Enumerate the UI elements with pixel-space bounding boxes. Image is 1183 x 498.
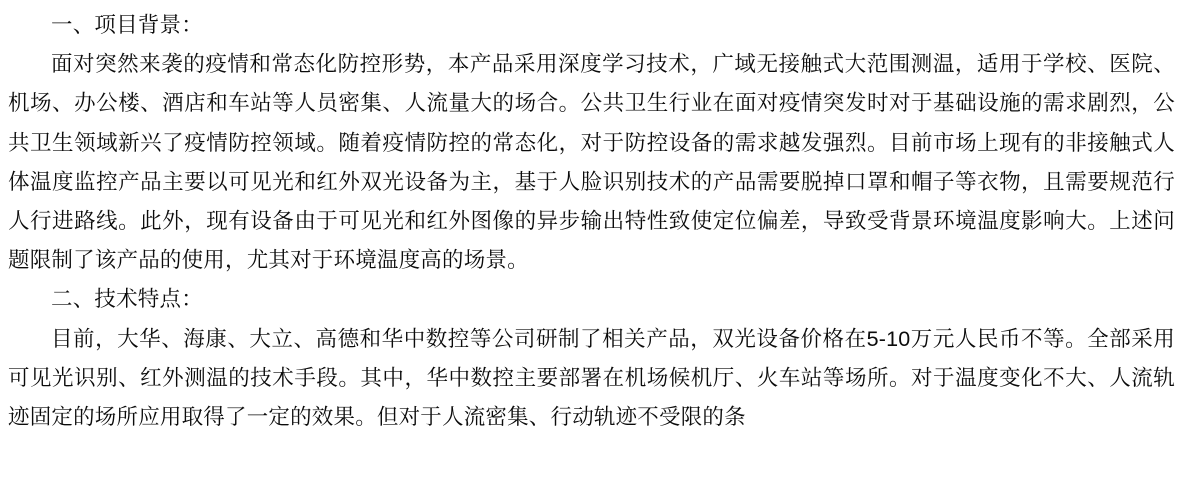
document-body (8, 6, 1175, 437)
paragraph-project-background: 面对突然来袭的疫情和常态化防控形势，本产品采用深度学习技术，广域无接触式大范围测温，适用于学校、医院、机场、办公楼、酒店和车站等人员密集、人流量大的场合。公共卫生行业在面对疫情突发时对于基础设施的需求剧烈，公共卫生领域新兴了疫情防控领域。随着疫情防控的常态化，对于防控设备的需求越发强烈。目前市场上现有的非接触式人体温度监控产品主要以可见光和红外双光设备为主，基于人脸识别技术的产品需要脱掉口罩和帽子等衣物，且需要规范行人行进路线。此外，现有设备由于可见光和红外图像的异步输出特性致使定位偏差，导致受背景环境温度影响大。上述问题限制了该产品的使用，尤其对于环境温度高的场景。 (8, 52, 1175, 273)
section-heading-technical-features: 二、技术特点： (51, 287, 203, 312)
section-heading-project-background: 一、项目背景： (51, 13, 203, 37)
paragraph-technical-features: 目前，大华、海康、大立、高德和华中数控等公司研制了相关产品，双光设备价格在5-10万元人民币不等。全部采用可见光识别、红外测温的技术手段。其中，华中数控主要部署在机场候机厅、火车站等场所。对于温度变化不大、人流轨迹固定的场所应用取得了一定的效果。但对于人流密集、行动轨迹不受限的条 (8, 326, 1175, 430)
